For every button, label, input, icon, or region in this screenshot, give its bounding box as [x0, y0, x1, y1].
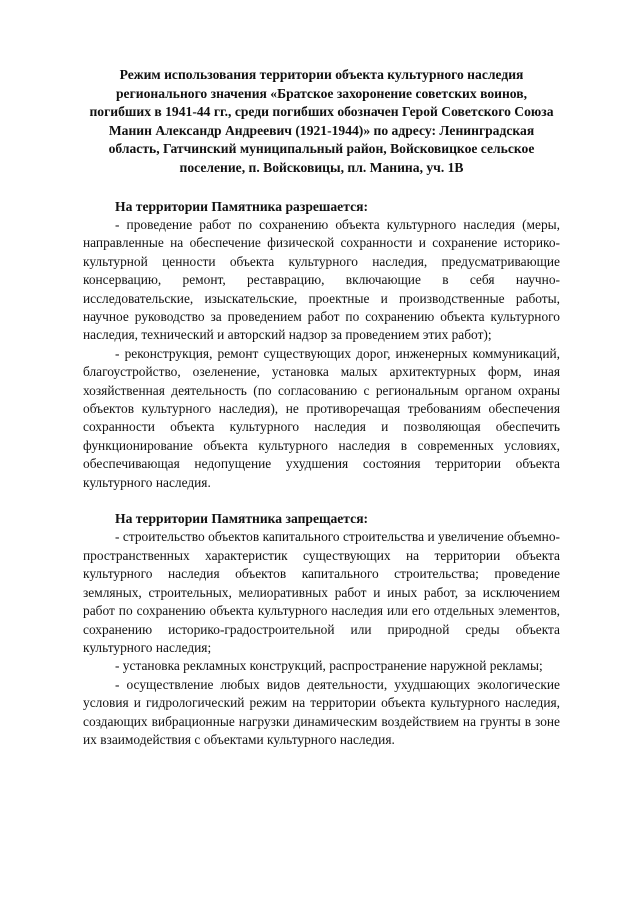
section-prohibited [83, 510, 560, 749]
paragraph: - проведение работ по сохранению объекта культурного наследия (меры, направленные на обеспечение физической сохранности и сохранение историко-культурной ценности объекта культурного наследия, предусматривающие консервацию, ремонт, реставрацию, включающие в себя научно-исследовательские, изыскательские, проектные и производственные работы, научное руководство за проведением работ по сохранению объекта культурного наследия, технический и авторский надзор за проведением этих работ); [83, 216, 560, 343]
paragraph: - строительство объектов капитального строительства и увеличение объемно-пространственных характеристик существующих на территории объекта культурного наследия объектов капитального строительства; проведение земляных, строительных, мелиоративных работ и иных работ, за исключением работ по сохранению объекта культурного наследия или его отдельных элементов, сохранению историко-градостроительной или природной среды объекта культурного наследия; [83, 529, 560, 655]
paragraph: - реконструкция, ремонт существующих дорог, инженерных коммуникаций, благоустройство, озеленение, установка малых архитектурных форм, иная хозяйственная деятельность (по согласованию с региональным органом охраны объектов культурного наследия), не противоречащая требованиям обеспечения сохранности объекта культурного наследия и позволяющая обеспечить функционирование объекта культурного наследия в современных условиях, обеспечивающая недопущение ухудшения состояния территории объекта культурного наследия. [83, 345, 560, 490]
document-title: Режим использования территории объекта культурного наследия регионального значения «Братское захоронение советских воинов, погибших в 1941-44 гг., среди погибших обозначен Герой Советского Союза Манин Александр Андреевич (1921-1944)» по адресу: Ленинградская область, Гатчинский муниципальный район, Войсковицкое сельское поселение, п. Войсковицы, пл. Манина, уч. 1В [89, 67, 554, 175]
section-permitted [83, 198, 560, 493]
section-heading-permitted: На территории Памятника разрешается: [115, 198, 368, 214]
paragraph: - осуществление любых видов деятельности, ухудшающих экологические условия и гидрологический режим на территории объекта культурного наследия, создающих вибрационные нагрузки динамическим воздействием на грунты в зоне их взаимодействия с объектами культурного наследия. [83, 676, 560, 747]
paragraph: - установка рекламных конструкций, распространение наружной рекламы; [115, 658, 543, 674]
section-heading-prohibited: На территории Памятника запрещается: [115, 511, 369, 527]
